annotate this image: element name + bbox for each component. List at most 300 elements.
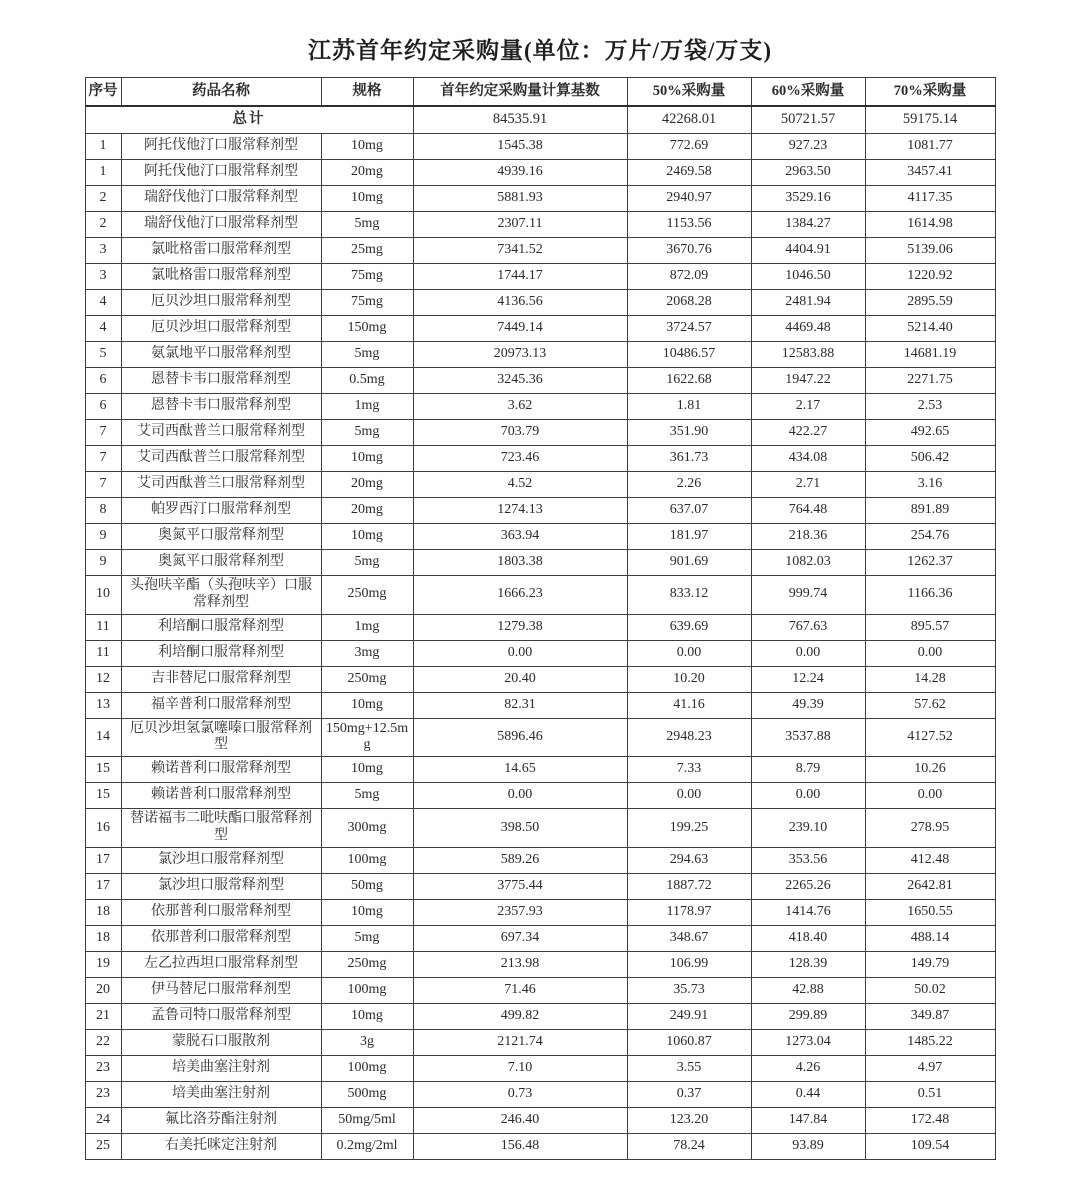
cell-50pct: 78.24	[627, 1133, 751, 1159]
table-row	[85, 316, 995, 342]
cell-base: 7.10	[413, 1055, 627, 1081]
cell-spec: 1mg	[321, 394, 413, 420]
page-title: 江苏首年约定采购量(单位：万片/万袋/万支)	[307, 38, 773, 63]
cell-50pct: 637.07	[627, 498, 751, 524]
cell-70pct: 492.65	[865, 420, 995, 446]
cell-seq: 12	[85, 666, 121, 692]
cell-drug-name: 奥氮平口服常释剂型	[121, 524, 321, 550]
cell-spec: 5mg	[321, 783, 413, 809]
cell-50pct: 199.25	[627, 809, 751, 848]
cell-drug-name: 依那普利口服常释剂型	[121, 925, 321, 951]
cell-60pct: 353.56	[751, 847, 865, 873]
header-drug-name: 药品名称	[121, 78, 321, 107]
cell-50pct: 1178.97	[627, 899, 751, 925]
cell-70pct: 5214.40	[865, 316, 995, 342]
cell-drug-name: 氯吡格雷口服常释剂型	[121, 264, 321, 290]
cell-base: 589.26	[413, 847, 627, 873]
total-50pct: 42268.01	[627, 106, 751, 134]
cell-70pct: 109.54	[865, 1133, 995, 1159]
cell-seq: 7	[85, 446, 121, 472]
cell-50pct: 833.12	[627, 576, 751, 615]
cell-base: 2357.93	[413, 899, 627, 925]
cell-seq: 3	[85, 264, 121, 290]
cell-60pct: 927.23	[751, 134, 865, 160]
table-row	[85, 925, 995, 951]
cell-drug-name: 厄贝沙坦口服常释剂型	[121, 290, 321, 316]
table-row	[85, 160, 995, 186]
table-row	[85, 783, 995, 809]
cell-seq: 7	[85, 420, 121, 446]
cell-spec: 500mg	[321, 1081, 413, 1107]
total-row	[85, 106, 995, 134]
cell-60pct: 422.27	[751, 420, 865, 446]
cell-50pct: 2.26	[627, 472, 751, 498]
cell-70pct: 1262.37	[865, 550, 995, 576]
cell-base: 499.82	[413, 1003, 627, 1029]
cell-70pct: 3.16	[865, 472, 995, 498]
cell-60pct: 4469.48	[751, 316, 865, 342]
cell-70pct: 349.87	[865, 1003, 995, 1029]
cell-drug-name: 头孢呋辛酯（头孢呋辛）口服常释剂型	[121, 576, 321, 615]
cell-50pct: 1060.87	[627, 1029, 751, 1055]
cell-drug-name: 恩替卡韦口服常释剂型	[121, 368, 321, 394]
cell-drug-name: 利培酮口服常释剂型	[121, 614, 321, 640]
cell-seq: 6	[85, 394, 121, 420]
header-50pct: 50%采购量	[627, 78, 751, 107]
cell-seq: 3	[85, 238, 121, 264]
cell-base: 703.79	[413, 420, 627, 446]
table-row	[85, 524, 995, 550]
total-base: 84535.91	[413, 106, 627, 134]
cell-spec: 3mg	[321, 640, 413, 666]
cell-spec: 10mg	[321, 1003, 413, 1029]
cell-drug-name: 利培酮口服常释剂型	[121, 640, 321, 666]
cell-50pct: 772.69	[627, 134, 751, 160]
cell-60pct: 2.17	[751, 394, 865, 420]
cell-spec: 20mg	[321, 472, 413, 498]
cell-drug-name: 厄贝沙坦氢氯噻嗪口服常释剂型	[121, 718, 321, 757]
cell-drug-name: 氯沙坦口服常释剂型	[121, 873, 321, 899]
cell-seq: 25	[85, 1133, 121, 1159]
cell-50pct: 106.99	[627, 951, 751, 977]
cell-seq: 5	[85, 342, 121, 368]
cell-spec: 0.2mg/2ml	[321, 1133, 413, 1159]
cell-seq: 10	[85, 576, 121, 615]
cell-60pct: 49.39	[751, 692, 865, 718]
cell-50pct: 249.91	[627, 1003, 751, 1029]
cell-base: 0.00	[413, 640, 627, 666]
cell-70pct: 172.48	[865, 1107, 995, 1133]
cell-60pct: 2265.26	[751, 873, 865, 899]
total-70pct: 59175.14	[865, 106, 995, 134]
table-row	[85, 1107, 995, 1133]
table-row	[85, 420, 995, 446]
table-row	[85, 446, 995, 472]
cell-50pct: 123.20	[627, 1107, 751, 1133]
cell-drug-name: 艾司西酞普兰口服常释剂型	[121, 446, 321, 472]
cell-60pct: 12583.88	[751, 342, 865, 368]
cell-base: 2121.74	[413, 1029, 627, 1055]
cell-60pct: 1273.04	[751, 1029, 865, 1055]
cell-drug-name: 氟比洛芬酯注射剂	[121, 1107, 321, 1133]
cell-60pct: 299.89	[751, 1003, 865, 1029]
cell-seq: 2	[85, 186, 121, 212]
cell-spec: 10mg	[321, 186, 413, 212]
cell-70pct: 14681.19	[865, 342, 995, 368]
cell-70pct: 2642.81	[865, 873, 995, 899]
cell-spec: 50mg/5ml	[321, 1107, 413, 1133]
cell-base: 723.46	[413, 446, 627, 472]
cell-spec: 10mg	[321, 692, 413, 718]
cell-60pct: 418.40	[751, 925, 865, 951]
cell-base: 7341.52	[413, 238, 627, 264]
cell-base: 3.62	[413, 394, 627, 420]
cell-70pct: 254.76	[865, 524, 995, 550]
cell-spec: 25mg	[321, 238, 413, 264]
cell-seq: 13	[85, 692, 121, 718]
table-row	[85, 809, 995, 848]
table-row	[85, 1055, 995, 1081]
table-row	[85, 951, 995, 977]
cell-spec: 75mg	[321, 290, 413, 316]
cell-50pct: 361.73	[627, 446, 751, 472]
cell-50pct: 348.67	[627, 925, 751, 951]
cell-spec: 250mg	[321, 666, 413, 692]
cell-seq: 14	[85, 718, 121, 757]
cell-70pct: 895.57	[865, 614, 995, 640]
cell-spec: 10mg	[321, 757, 413, 783]
table-row	[85, 718, 995, 757]
cell-50pct: 1153.56	[627, 212, 751, 238]
cell-seq: 9	[85, 550, 121, 576]
cell-drug-name: 右美托咪定注射剂	[121, 1133, 321, 1159]
cell-spec: 100mg	[321, 847, 413, 873]
cell-70pct: 4127.52	[865, 718, 995, 757]
procurement-table	[85, 77, 996, 1160]
cell-base: 7449.14	[413, 316, 627, 342]
cell-spec: 50mg	[321, 873, 413, 899]
cell-60pct: 1082.03	[751, 550, 865, 576]
table-header	[85, 78, 995, 107]
cell-60pct: 2.71	[751, 472, 865, 498]
cell-spec: 5mg	[321, 420, 413, 446]
cell-drug-name: 瑞舒伐他汀口服常释剂型	[121, 212, 321, 238]
cell-seq: 4	[85, 290, 121, 316]
cell-seq: 15	[85, 783, 121, 809]
cell-60pct: 764.48	[751, 498, 865, 524]
cell-spec: 100mg	[321, 977, 413, 1003]
cell-base: 1666.23	[413, 576, 627, 615]
cell-base: 697.34	[413, 925, 627, 951]
cell-seq: 22	[85, 1029, 121, 1055]
cell-spec: 20mg	[321, 498, 413, 524]
cell-drug-name: 恩替卡韦口服常释剂型	[121, 394, 321, 420]
table-row	[85, 1029, 995, 1055]
cell-70pct: 0.51	[865, 1081, 995, 1107]
cell-seq: 18	[85, 899, 121, 925]
cell-50pct: 872.09	[627, 264, 751, 290]
cell-60pct: 4.26	[751, 1055, 865, 1081]
cell-seq: 1	[85, 160, 121, 186]
cell-70pct: 2.53	[865, 394, 995, 420]
cell-seq: 23	[85, 1055, 121, 1081]
cell-60pct: 1414.76	[751, 899, 865, 925]
cell-base: 5896.46	[413, 718, 627, 757]
cell-60pct: 1384.27	[751, 212, 865, 238]
cell-50pct: 35.73	[627, 977, 751, 1003]
cell-drug-name: 福辛普利口服常释剂型	[121, 692, 321, 718]
cell-50pct: 901.69	[627, 550, 751, 576]
table-row	[85, 899, 995, 925]
cell-base: 1744.17	[413, 264, 627, 290]
cell-70pct: 149.79	[865, 951, 995, 977]
cell-70pct: 1081.77	[865, 134, 995, 160]
table-row	[85, 873, 995, 899]
cell-seq: 18	[85, 925, 121, 951]
cell-70pct: 0.00	[865, 783, 995, 809]
cell-spec: 5mg	[321, 925, 413, 951]
header-seq: 序号	[85, 78, 121, 107]
cell-60pct: 218.36	[751, 524, 865, 550]
cell-seq: 23	[85, 1081, 121, 1107]
table-row	[85, 1133, 995, 1159]
cell-60pct: 42.88	[751, 977, 865, 1003]
cell-base: 246.40	[413, 1107, 627, 1133]
cell-60pct: 3529.16	[751, 186, 865, 212]
table-row	[85, 264, 995, 290]
cell-60pct: 2963.50	[751, 160, 865, 186]
cell-drug-name: 厄贝沙坦口服常释剂型	[121, 316, 321, 342]
cell-base: 1279.38	[413, 614, 627, 640]
cell-50pct: 0.00	[627, 640, 751, 666]
cell-drug-name: 阿托伐他汀口服常释剂型	[121, 134, 321, 160]
total-label: 总计	[85, 106, 413, 134]
cell-70pct: 488.14	[865, 925, 995, 951]
cell-base: 82.31	[413, 692, 627, 718]
cell-spec: 5mg	[321, 342, 413, 368]
cell-base: 4939.16	[413, 160, 627, 186]
cell-70pct: 506.42	[865, 446, 995, 472]
cell-drug-name: 伊马替尼口服常释剂型	[121, 977, 321, 1003]
table-row	[85, 614, 995, 640]
cell-spec: 150mg+12.5mg	[321, 718, 413, 757]
cell-base: 156.48	[413, 1133, 627, 1159]
cell-70pct: 1166.36	[865, 576, 995, 615]
cell-60pct: 147.84	[751, 1107, 865, 1133]
table-row	[85, 1003, 995, 1029]
cell-60pct: 0.44	[751, 1081, 865, 1107]
cell-50pct: 639.69	[627, 614, 751, 640]
cell-70pct: 1220.92	[865, 264, 995, 290]
cell-base: 2307.11	[413, 212, 627, 238]
cell-spec: 5mg	[321, 550, 413, 576]
cell-50pct: 3.55	[627, 1055, 751, 1081]
table-row	[85, 212, 995, 238]
cell-base: 363.94	[413, 524, 627, 550]
cell-50pct: 41.16	[627, 692, 751, 718]
cell-50pct: 3724.57	[627, 316, 751, 342]
cell-70pct: 10.26	[865, 757, 995, 783]
cell-seq: 20	[85, 977, 121, 1003]
cell-60pct: 0.00	[751, 640, 865, 666]
cell-base: 398.50	[413, 809, 627, 848]
cell-50pct: 1.81	[627, 394, 751, 420]
cell-50pct: 294.63	[627, 847, 751, 873]
cell-60pct: 767.63	[751, 614, 865, 640]
cell-drug-name: 奥氮平口服常释剂型	[121, 550, 321, 576]
table-row	[85, 640, 995, 666]
table-row	[85, 757, 995, 783]
cell-50pct: 3670.76	[627, 238, 751, 264]
cell-70pct: 2271.75	[865, 368, 995, 394]
cell-drug-name: 赖诺普利口服常释剂型	[121, 783, 321, 809]
total-60pct: 50721.57	[751, 106, 865, 134]
cell-60pct: 1947.22	[751, 368, 865, 394]
cell-seq: 8	[85, 498, 121, 524]
cell-spec: 10mg	[321, 134, 413, 160]
cell-spec: 10mg	[321, 899, 413, 925]
table-row	[85, 472, 995, 498]
cell-spec: 1mg	[321, 614, 413, 640]
cell-drug-name: 孟鲁司特口服常释剂型	[121, 1003, 321, 1029]
header-base: 首年约定采购量计算基数	[413, 78, 627, 107]
cell-70pct: 14.28	[865, 666, 995, 692]
cell-spec: 10mg	[321, 524, 413, 550]
cell-drug-name: 依那普利口服常释剂型	[121, 899, 321, 925]
cell-50pct: 10486.57	[627, 342, 751, 368]
cell-70pct: 1650.55	[865, 899, 995, 925]
cell-drug-name: 替诺福韦二吡呋酯口服常释剂型	[121, 809, 321, 848]
cell-drug-name: 帕罗西汀口服常释剂型	[121, 498, 321, 524]
cell-spec: 300mg	[321, 809, 413, 848]
cell-50pct: 2068.28	[627, 290, 751, 316]
cell-base: 4.52	[413, 472, 627, 498]
cell-base: 3775.44	[413, 873, 627, 899]
table-row	[85, 692, 995, 718]
cell-60pct: 93.89	[751, 1133, 865, 1159]
cell-60pct: 2481.94	[751, 290, 865, 316]
cell-seq: 11	[85, 640, 121, 666]
cell-70pct: 0.00	[865, 640, 995, 666]
table-row	[85, 186, 995, 212]
cell-60pct: 3537.88	[751, 718, 865, 757]
table-row	[85, 238, 995, 264]
cell-50pct: 181.97	[627, 524, 751, 550]
cell-seq: 17	[85, 873, 121, 899]
cell-base: 5881.93	[413, 186, 627, 212]
cell-70pct: 5139.06	[865, 238, 995, 264]
cell-50pct: 2469.58	[627, 160, 751, 186]
cell-60pct: 999.74	[751, 576, 865, 615]
cell-spec: 100mg	[321, 1055, 413, 1081]
cell-base: 1274.13	[413, 498, 627, 524]
cell-50pct: 2948.23	[627, 718, 751, 757]
cell-50pct: 0.37	[627, 1081, 751, 1107]
cell-base: 213.98	[413, 951, 627, 977]
cell-70pct: 2895.59	[865, 290, 995, 316]
cell-70pct: 3457.41	[865, 160, 995, 186]
cell-spec: 10mg	[321, 446, 413, 472]
cell-seq: 7	[85, 472, 121, 498]
cell-seq: 1	[85, 134, 121, 160]
cell-seq: 17	[85, 847, 121, 873]
cell-spec: 250mg	[321, 576, 413, 615]
cell-50pct: 1887.72	[627, 873, 751, 899]
cell-60pct: 434.08	[751, 446, 865, 472]
cell-drug-name: 氯沙坦口服常释剂型	[121, 847, 321, 873]
cell-50pct: 1622.68	[627, 368, 751, 394]
cell-drug-name: 蒙脱石口服散剂	[121, 1029, 321, 1055]
cell-base: 0.00	[413, 783, 627, 809]
table-row	[85, 666, 995, 692]
header-60pct: 60%采购量	[751, 78, 865, 107]
cell-seq: 4	[85, 316, 121, 342]
cell-spec: 20mg	[321, 160, 413, 186]
cell-base: 0.73	[413, 1081, 627, 1107]
cell-drug-name: 阿托伐他汀口服常释剂型	[121, 160, 321, 186]
cell-drug-name: 艾司西酞普兰口服常释剂型	[121, 420, 321, 446]
cell-50pct: 7.33	[627, 757, 751, 783]
table-row	[85, 290, 995, 316]
cell-70pct: 1614.98	[865, 212, 995, 238]
cell-spec: 150mg	[321, 316, 413, 342]
cell-drug-name: 培美曲塞注射剂	[121, 1081, 321, 1107]
cell-50pct: 0.00	[627, 783, 751, 809]
cell-70pct: 57.62	[865, 692, 995, 718]
cell-seq: 9	[85, 524, 121, 550]
cell-seq: 2	[85, 212, 121, 238]
cell-drug-name: 培美曲塞注射剂	[121, 1055, 321, 1081]
cell-50pct: 2940.97	[627, 186, 751, 212]
table-body	[85, 106, 995, 1159]
cell-base: 20.40	[413, 666, 627, 692]
cell-seq: 6	[85, 368, 121, 394]
cell-seq: 11	[85, 614, 121, 640]
table-row	[85, 847, 995, 873]
table-row	[85, 134, 995, 160]
cell-70pct: 412.48	[865, 847, 995, 873]
cell-spec: 250mg	[321, 951, 413, 977]
cell-drug-name: 瑞舒伐他汀口服常释剂型	[121, 186, 321, 212]
cell-seq: 15	[85, 757, 121, 783]
cell-60pct: 4404.91	[751, 238, 865, 264]
table-row	[85, 550, 995, 576]
cell-base: 3245.36	[413, 368, 627, 394]
cell-base: 20973.13	[413, 342, 627, 368]
cell-base: 71.46	[413, 977, 627, 1003]
header-row	[85, 78, 995, 107]
cell-base: 4136.56	[413, 290, 627, 316]
cell-50pct: 10.20	[627, 666, 751, 692]
table-row	[85, 1081, 995, 1107]
cell-spec: 3g	[321, 1029, 413, 1055]
cell-base: 14.65	[413, 757, 627, 783]
cell-70pct: 50.02	[865, 977, 995, 1003]
header-70pct: 70%采购量	[865, 78, 995, 107]
cell-drug-name: 艾司西酞普兰口服常释剂型	[121, 472, 321, 498]
cell-70pct: 891.89	[865, 498, 995, 524]
cell-70pct: 278.95	[865, 809, 995, 848]
cell-60pct: 12.24	[751, 666, 865, 692]
cell-seq: 24	[85, 1107, 121, 1133]
cell-base: 1545.38	[413, 134, 627, 160]
cell-spec: 0.5mg	[321, 368, 413, 394]
cell-drug-name: 赖诺普利口服常释剂型	[121, 757, 321, 783]
cell-60pct: 128.39	[751, 951, 865, 977]
cell-60pct: 1046.50	[751, 264, 865, 290]
table-row	[85, 977, 995, 1003]
cell-70pct: 4.97	[865, 1055, 995, 1081]
